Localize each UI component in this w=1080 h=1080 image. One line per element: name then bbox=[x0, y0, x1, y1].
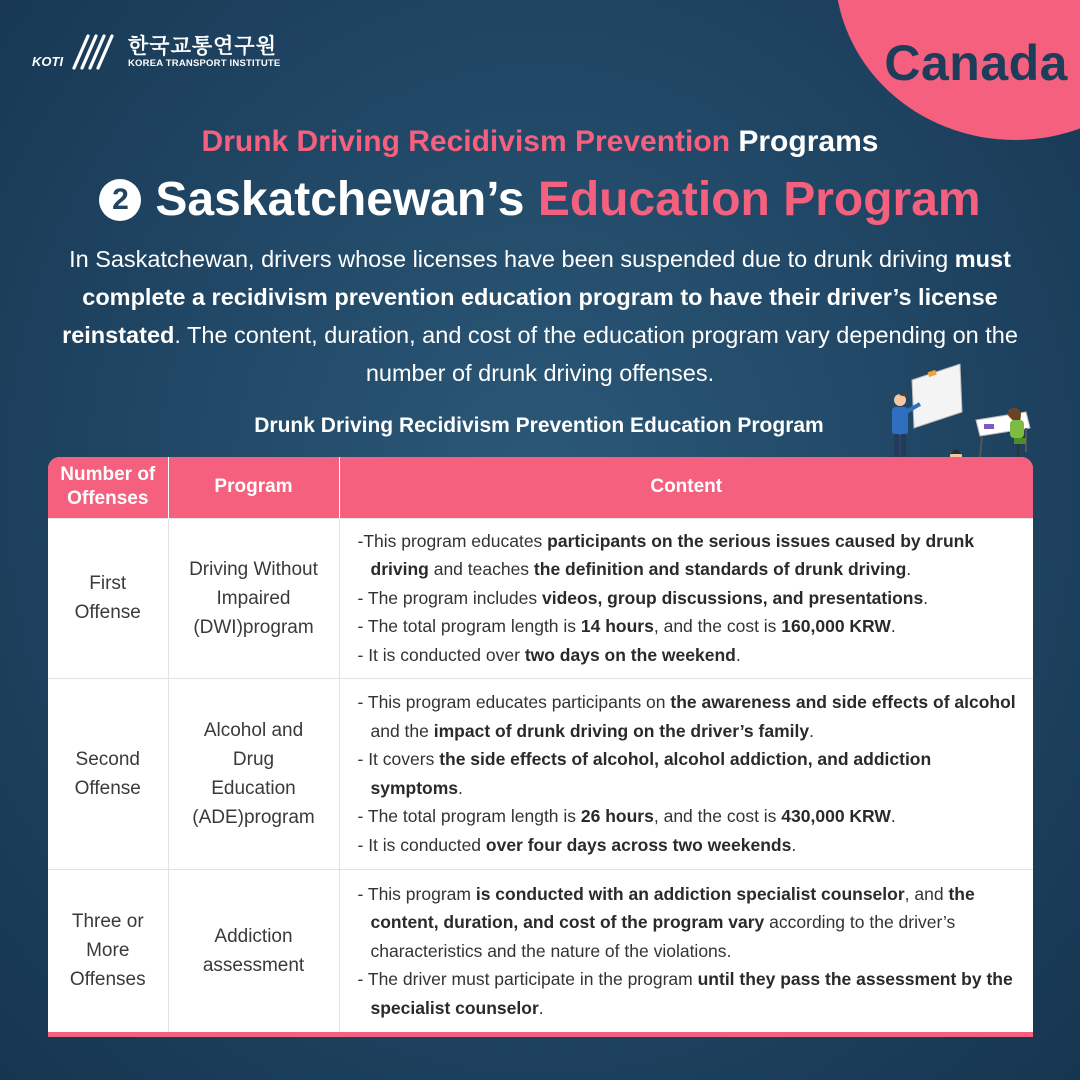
content-text: - The program includes bbox=[357, 587, 542, 608]
content-text: - This program educates participants on bbox=[357, 692, 671, 712]
content-text: - It is conducted over bbox=[357, 644, 525, 665]
content-text: . bbox=[809, 720, 814, 741]
content-bold: 26 hours bbox=[580, 806, 654, 826]
content-bold: 160,000 KRW bbox=[781, 616, 891, 637]
content-bold: the definition and standards of drunk driving bbox=[533, 559, 907, 580]
content-bold: is conducted with an addiction specialist counselor bbox=[475, 883, 905, 904]
offense-cell: First Offense bbox=[48, 518, 168, 678]
content-bullet bbox=[358, 641, 1020, 670]
supertitle-highlight: Drunk Driving Recidivism Prevention bbox=[201, 125, 731, 158]
header-program: Program bbox=[168, 457, 339, 518]
header-offenses: Number of Offenses bbox=[48, 457, 168, 518]
content-text: , and the cost is bbox=[653, 616, 782, 637]
content-text: . bbox=[458, 777, 463, 798]
koti-logo bbox=[30, 28, 280, 74]
logo-mark-text: KOTI bbox=[32, 54, 64, 69]
supertitle bbox=[0, 125, 1080, 159]
content-bold: videos, group discussions, and presentations bbox=[542, 587, 924, 608]
content-text: . bbox=[890, 616, 896, 637]
content-text: . bbox=[538, 997, 544, 1018]
table-row bbox=[48, 678, 1033, 869]
content-bullet bbox=[358, 612, 1020, 641]
country-label: Canada bbox=[884, 35, 1068, 91]
intro-paragraph bbox=[60, 240, 1020, 392]
content-cell bbox=[339, 869, 1033, 1032]
content-text: and teaches bbox=[428, 559, 534, 580]
table-row bbox=[48, 869, 1033, 1032]
content-bold: the content, duration, and cost of the program vary bbox=[370, 883, 975, 932]
content-cell bbox=[339, 518, 1033, 678]
content-bold: 430,000 KRW bbox=[781, 806, 891, 826]
content-bold: the side effects of alcohol, alcohol addiction, and addiction symptoms bbox=[370, 749, 932, 798]
content-text: - It covers bbox=[357, 749, 440, 769]
content-bold: 14 hours bbox=[580, 616, 654, 637]
content-text: and the bbox=[370, 720, 434, 741]
program-table-container bbox=[48, 457, 1033, 1037]
content-bold: impact of drunk driving on the driver’s family bbox=[433, 720, 810, 741]
logo-korean-name: 한국교통연구원 bbox=[128, 33, 278, 58]
content-bullet bbox=[358, 965, 1020, 1022]
title-highlight: Education Program bbox=[537, 173, 981, 226]
content-bold: until they pass the assessment by the specialist counselor bbox=[370, 969, 1013, 1018]
table-header-row bbox=[48, 457, 1033, 518]
content-text: . bbox=[791, 834, 797, 855]
content-bold: the awareness and side effects of alcohol bbox=[670, 692, 1016, 712]
content-text: according to the driver’s characteristics and the nature of the violations. bbox=[370, 912, 956, 961]
page-title bbox=[0, 172, 1080, 227]
content-text: . bbox=[890, 806, 896, 826]
program-cell: Addiction assessment bbox=[168, 869, 339, 1032]
intro-part-2: . The content, duration, and cost of the education program vary depending on the number of drunk driving offenses. bbox=[174, 322, 1018, 386]
table-row bbox=[48, 518, 1033, 678]
header-content: Content bbox=[339, 457, 1033, 518]
intro-bold: must complete a recidivism prevention education program to have their driver’s license reinstated bbox=[62, 246, 1011, 348]
title-province: Saskatchewan’s bbox=[155, 173, 525, 226]
content-bold: two days on the weekend bbox=[524, 644, 736, 665]
program-cell: Alcohol and Drug Education (ADE)program bbox=[168, 678, 339, 869]
content-bullet bbox=[358, 688, 1020, 745]
content-text: , and bbox=[904, 883, 949, 904]
content-cell bbox=[339, 678, 1033, 869]
content-bold: participants on the serious issues caused by drunk driving bbox=[370, 530, 975, 580]
content-bold: over four days across two weekends bbox=[485, 834, 792, 855]
logo-english-name: KOREA TRANSPORT INSTITUTE bbox=[128, 57, 281, 69]
content-text: . bbox=[735, 644, 741, 665]
content-bullet bbox=[358, 880, 1020, 966]
content-text: -This program educates bbox=[357, 530, 548, 551]
koti-logo-icon bbox=[30, 28, 120, 74]
content-text: . bbox=[923, 587, 929, 608]
program-cell: Driving Without Impaired (DWI)program bbox=[168, 518, 339, 678]
content-text: - This program bbox=[357, 883, 476, 904]
content-text: - The driver must participate in the program bbox=[357, 969, 698, 989]
content-bullet bbox=[358, 584, 1020, 613]
content-bullet bbox=[358, 527, 1020, 584]
content-text: , and the cost is bbox=[653, 806, 782, 826]
content-text: . bbox=[906, 559, 912, 580]
program-table bbox=[48, 457, 1033, 1032]
intro-part-1: In Saskatchewan, drivers whose licenses have been suspended due to drunk driving bbox=[69, 246, 949, 272]
content-text: - The total program length is bbox=[357, 806, 581, 826]
supertitle-rest: Programs bbox=[738, 125, 879, 158]
logo-text bbox=[128, 34, 280, 69]
table-caption: Drunk Driving Recidivism Prevention Education Program bbox=[254, 414, 824, 437]
content-bullet bbox=[358, 831, 1020, 860]
offense-cell: Three or More Offenses bbox=[48, 869, 168, 1032]
content-bullet bbox=[358, 745, 1020, 802]
offense-cell: Second Offense bbox=[48, 678, 168, 869]
content-bullet bbox=[358, 802, 1020, 831]
number-badge: 2 bbox=[99, 179, 141, 221]
content-text: - The total program length is bbox=[357, 616, 581, 637]
content-text: - It is conducted bbox=[357, 834, 486, 855]
